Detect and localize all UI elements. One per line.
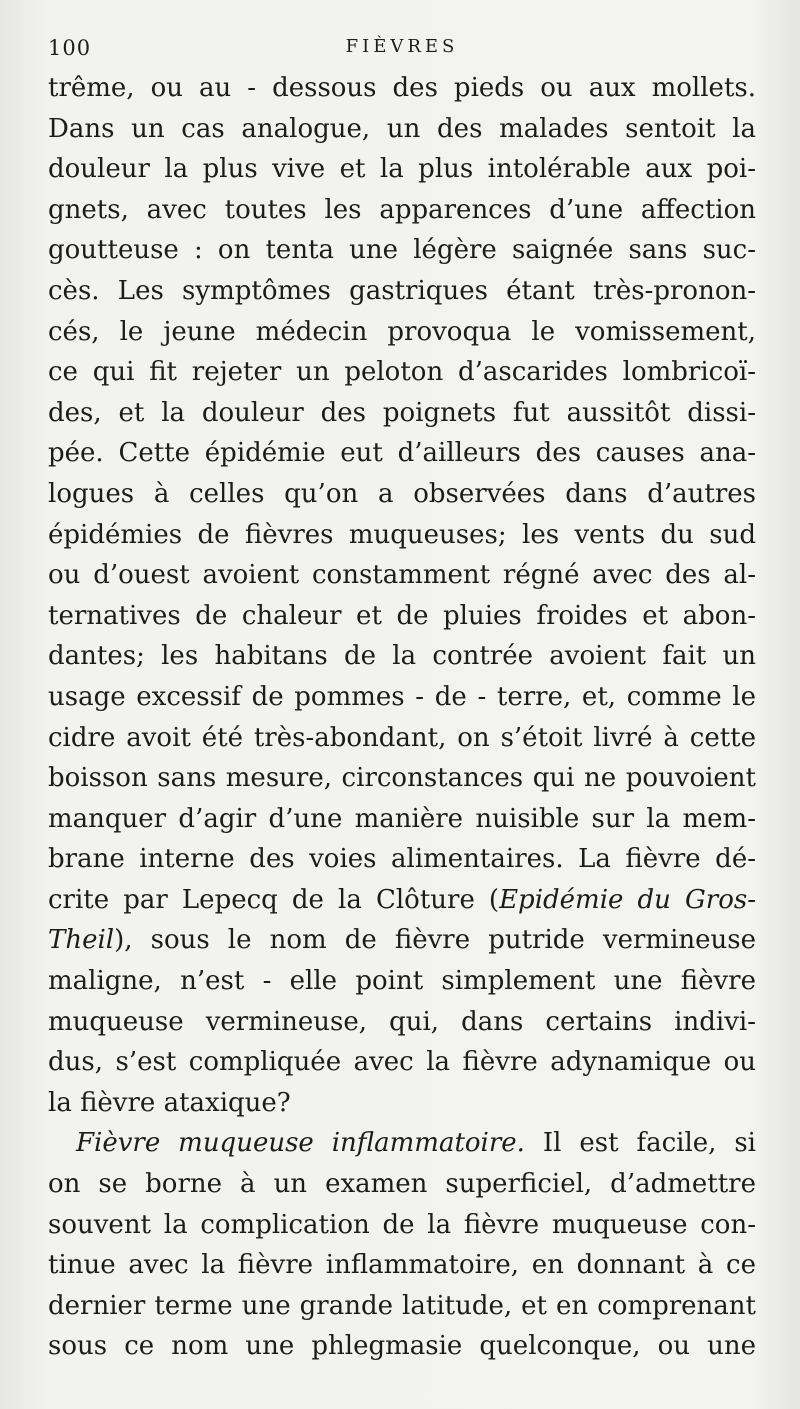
text-line: cés, le jeune médecin provoqua le vomissement,: [48, 316, 756, 347]
text-line: [48, 1123, 756, 1164]
text-line: cidre avoit été très-abondant, on s’étoit livré à cette: [48, 722, 756, 753]
text-segment: ), sous le nom de fièvre putride vermineuse: [114, 925, 756, 956]
text-line: usage excessif de pommes - de - terre, et, comme le: [48, 681, 756, 712]
italic-title: Epidémie du Gros-: [499, 884, 756, 915]
text-line: ou d’ouest avoient constamment régné avec des al-: [48, 560, 756, 591]
text-line: Dans un cas analogue, un des malades sentoit la: [48, 113, 756, 144]
text-segment: Il est facile, si: [524, 1128, 756, 1159]
text-line: douleur la plus vive et la plus intolérable aux poi-: [48, 154, 756, 185]
text-line: muqueuse vermineuse, qui, dans certains indivi-: [48, 1006, 756, 1037]
text-line: dantes; les habitans de la contrée avoient fait un: [48, 641, 756, 672]
text-line: ce qui fit rejeter un peloton d’ascarides lombricoï-: [48, 357, 756, 388]
text-line: dus, s’est compliquée avec la fièvre adynamique ou: [48, 1047, 756, 1078]
text-line: brane interne des voies alimentaires. La fièvre dé-: [48, 844, 756, 875]
page-number: 100: [48, 36, 92, 60]
text-line: pée. Cette épidémie eut d’ailleurs des causes ana-: [48, 438, 756, 469]
text-line: [48, 920, 756, 961]
text-line: on se borne à un examen superficiel, d’admettre: [48, 1169, 756, 1200]
text-line: gnets, avec toutes les apparences d’une affection: [48, 194, 756, 225]
running-head: [48, 28, 756, 68]
text-body: [48, 68, 756, 1367]
text-line: tinue avec la fièvre inflammatoire, en donnant à ce: [48, 1250, 756, 1281]
text-line: logues à celles qu’on a observées dans d’autres: [48, 478, 756, 509]
text-line: manquer d’agir d’une manière nuisible sur la mem-: [48, 803, 756, 834]
section-heading: Fièvre muqueuse inflammatoire.: [76, 1128, 525, 1159]
text-line: trême, ou au - dessous des pieds ou aux mollets.: [48, 73, 756, 103]
text-segment: crite par Lepecq de la Clôture (: [48, 884, 500, 915]
text-line: [48, 880, 756, 921]
text-line: boisson sans mesure, circonstances qui ne pouvoient: [48, 763, 756, 794]
text-line: maligne, n’est - elle point simplement une fièvre: [48, 966, 756, 997]
text-line: épidémies de fièvres muqueuses; les vents du sud: [48, 519, 756, 550]
text-line: ternatives de chaleur et de pluies froides et abon-: [48, 600, 756, 631]
italic-title: Theil: [48, 925, 115, 956]
text-line: goutteuse : on tenta une légère saignée sans suc-: [48, 235, 756, 266]
text-line: dernier terme une grande latitude, et en comprenant: [48, 1290, 756, 1321]
running-title: FIÈVRES: [345, 36, 459, 57]
text-line: des, et la douleur des poignets fut aussitôt dissi-: [48, 397, 756, 428]
text-line: la fièvre ataxique?: [48, 1087, 291, 1118]
text-line: cès. Les symptômes gastriques étant très-pronon-: [48, 275, 756, 306]
text-line: souvent la complication de la fièvre muqueuse con-: [48, 1209, 756, 1240]
text-line: sous ce nom une phlegmasie quelconque, ou une: [48, 1331, 756, 1362]
